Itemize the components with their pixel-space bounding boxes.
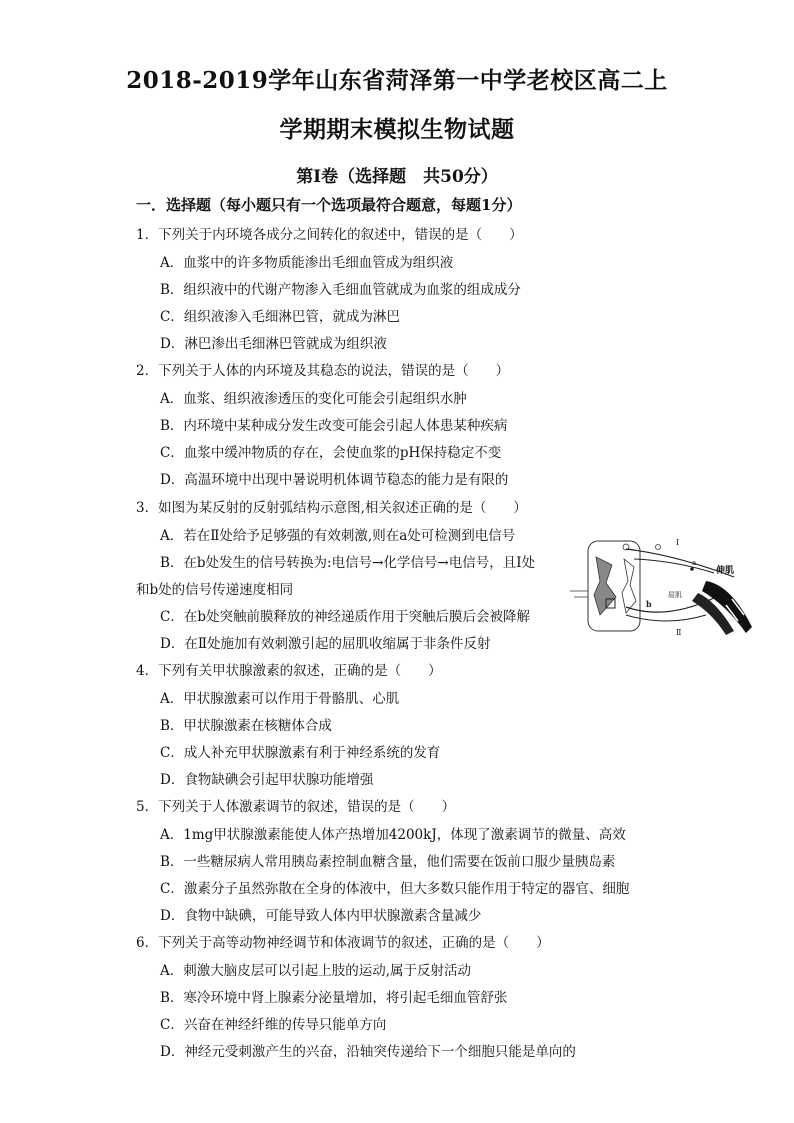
spinal-cord <box>588 541 640 631</box>
question-1-option-d: D．淋巴渗出毛细淋巴管就成为组织液 <box>160 336 387 352</box>
ganglion-2 <box>656 545 661 550</box>
question-6-stem: 6．下列关于高等动物神经调节和体液调节的叙述，正确的是（ ） <box>136 935 550 951</box>
reflex-arc-diagram <box>566 535 756 639</box>
label-nerve-ii: Ⅱ <box>676 628 682 637</box>
question-4-option-c: C．成人补充甲状腺激素有利于神经系统的发育 <box>160 745 441 761</box>
question-2-stem: 2．下列关于人体的内环境及其稳态的说法，错误的是（ ） <box>136 363 510 379</box>
question-2-option-c: C．血浆中缓冲物质的存在，会使血浆的pH保持稳定不变 <box>160 445 502 461</box>
question-6-option-d: D．神经元受刺激产生的兴奋，沿轴突传递给下一个细胞只能是单向的 <box>160 1044 576 1060</box>
question-3-option-b: B．在b处发生的信号转换为:电信号→化学信号→电信号，且Ⅰ处 <box>160 555 536 571</box>
exam-title-line-1: 2018-2019学年山东省菏泽第一中学老校区高二上 <box>126 67 668 94</box>
question-1-stem: 1．下列关于内环境各成分之间转化的叙述中，错误的是（ ） <box>136 227 523 243</box>
label-flexor: 屈肌 <box>668 591 682 599</box>
question-1-option-a: A．血浆中的许多物质能渗出毛细血管成为组织液 <box>160 255 454 271</box>
label-extensor: 伸肌 <box>716 566 735 576</box>
label-point-a: a <box>692 559 697 567</box>
question-3-option-b-continued: 和b处的信号传递速度相同 <box>136 582 294 598</box>
label-point-b: b <box>646 599 652 609</box>
question-2-option-d: D．高温环境中出现中暑说明机体调节稳态的能力是有限的 <box>160 472 509 488</box>
question-5-option-b: B．一些糖尿病人常用胰岛素控制血糖含量，他们需要在饭前口服少量胰岛素 <box>160 854 616 870</box>
question-5-stem: 5．下列关于人体激素调节的叙述，错误的是（ ） <box>136 799 456 815</box>
question-6-option-c: C．兴奋在神经纤维的传导只能单方向 <box>160 1017 387 1033</box>
point-a-dot <box>690 567 694 571</box>
question-4-option-a: A．甲状腺激素可以作用于骨骼肌、心肌 <box>160 691 400 707</box>
question-5-option-d: D．食物中缺碘，可能导致人体内甲状腺激素含量减少 <box>160 908 482 924</box>
question-1-option-c: C．组织液渗入毛细淋巴管，就成为淋巴 <box>160 309 400 325</box>
question-6-option-a: A．刺激大脑皮层可以引起上肢的运动,属于反射活动 <box>160 963 472 979</box>
gray-matter-right <box>622 559 636 613</box>
exam-title-line-2: 学期期末模拟生物试题 <box>279 116 515 143</box>
question-1-option-b: B．组织液中的代谢产物渗入毛细血管就成为血浆的组成成分 <box>160 282 521 298</box>
nerve-root-left <box>570 591 588 597</box>
question-3-stem: 3．如图为某反射的反射弧结构示意图,相关叙述正确的是（ ） <box>136 500 527 516</box>
label-nerve-i: Ⅰ <box>676 538 680 547</box>
question-3-option-a: A．若在Ⅱ处给予足够强的有效刺激,则在a处可检测到电信号 <box>160 528 516 544</box>
efferent-nerve-ii-branch <box>626 615 706 621</box>
volume-heading: 第Ⅰ卷（选择题 共50分） <box>296 167 498 187</box>
question-5-option-a: A．1mg甲状腺激素能使人体产热增加4200kJ，体现了激素调节的微量、高效 <box>160 827 626 843</box>
section-heading: 一．选择题（每小题只有一个选项最符合题意，每题1分） <box>136 196 522 214</box>
question-4-stem: 4．下列有关甲状腺激素的叙述，正确的是（ ） <box>136 663 442 679</box>
question-6-option-b: B．寒冷环境中肾上腺素分泌量增加，将引起毛细血管舒张 <box>160 990 508 1006</box>
question-2-option-a: A．血浆、组织液渗透压的变化可能会引起组织水肿 <box>160 391 467 407</box>
question-3-option-c: C．在b处突触前膜释放的神经递质作用于突触后膜后会被降解 <box>160 609 530 625</box>
question-3-option-d: D．在Ⅱ处施加有效刺激引起的屈肌收缩属于非条件反射 <box>160 636 491 652</box>
question-4-option-b: B．甲状腺激素在核糖体合成 <box>160 718 332 734</box>
question-5-option-c: C．激素分子虽然弥散在全身的体液中，但大多数只能作用于特定的器官、细胞 <box>160 881 630 897</box>
gray-matter <box>594 557 616 615</box>
question-4-option-d: D．食物缺碘会引起甲状腺功能增强 <box>160 772 374 788</box>
question-2-option-b: B．内环境中某种成分发生改变可能会引起人体患某种疾病 <box>160 418 508 434</box>
